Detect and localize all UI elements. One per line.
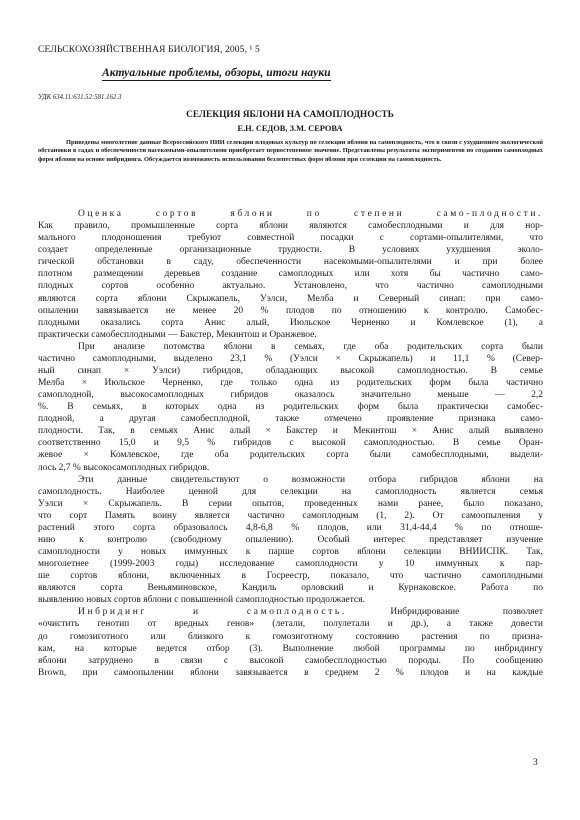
body-line-text: выявлению новых сортов яблони с повышенной самоплодностью продолжается. (38, 595, 365, 606)
body-line (38, 378, 543, 389)
body-line-text: самоплодной, высокосамоплодных гибридов оказалось значительно меньше — 2,2 (38, 390, 543, 401)
section-heading (102, 66, 331, 81)
body-line-text: плодными оказались сорта Анис алый, Июльское Черненко и Комлевское (1), а (38, 317, 543, 328)
body-line-text: Brown, при самоопылении яблони завязывается в среднем 2 % плодов и на каждые (38, 667, 543, 678)
body-line-text: яблони затруднено в связи с высокой самобесплодностью породы. По сообщению (38, 655, 543, 666)
body-line-text: создает определенные организационные трудности. В условиях ухудшения эколо- (38, 245, 543, 256)
body-line-text: являются сорта яблони Скрыжапель, Уэлси, Мелба и Северный синап: при само- (38, 293, 543, 304)
page-number: 3 (533, 757, 538, 768)
body-line-text: до гомозиготного или близкого к гомозиготному состоянию растения по признa- (38, 631, 543, 642)
body-line-text: что сорт Память воину является частично самоплодным (1, 2). От самоопыления у (38, 510, 543, 521)
body-line-text: опылении завязывается не менее 20 % плодов по отношению к контролю. Самобес- (38, 305, 543, 316)
body-line-text: Уэлси × Скрыжапель. В серии опытов, проведенных нами ранее, было показано, (38, 498, 543, 509)
body-line (38, 668, 543, 679)
body-line-text: Эти данные свидетельствуют о возможности отбора гибридов яблони на (78, 474, 543, 485)
body-line-text: нию к контролю (свободному опылению). Особый интерес представляет изучение (38, 534, 543, 545)
body-line-text: гической обстановки в саду, обеспеченности насекомыми-опылителями и при более (38, 257, 543, 268)
body-line (38, 559, 543, 570)
body-line (78, 475, 543, 486)
body-line-text: ный синап × Уэлси) гибридов, обладающих высокой самоплодностью. В семье (38, 365, 543, 376)
spaced-subheading: Оценка сортов яблони по степени само-плодности. (78, 209, 543, 219)
section-heading-text: Актуальные проблемы, обзоры, итоги науки (102, 66, 331, 79)
body-line (38, 511, 543, 522)
body-line (38, 632, 543, 643)
body-line (38, 390, 543, 401)
article-authors: Е.Н. СЕДОВ, З.М. СЕРОВА (237, 124, 343, 133)
body-line-text: многолетнее (1999-2003 годы) исследование самоплодности у 10 иммунных к пар- (38, 559, 543, 569)
body-line (38, 619, 543, 630)
body-line (38, 595, 543, 606)
body-line-text: плодной, а другая самобесплодной, также отмечено проявление признака само- (38, 414, 543, 425)
body-line (38, 402, 543, 413)
body-line (38, 656, 543, 667)
body-line (38, 245, 543, 256)
body-line-text: соответственно 15,0 и 9,5 % гибридов с высокой самоплодностью. В семье Оран- (38, 438, 543, 449)
body-line-text: лось 2,7 % высокосамоплодных гибридов. (38, 462, 210, 473)
body-line (38, 233, 543, 244)
body-line-text: плотном размещении деревьев создание самоплодных или хотя бы частично само- (38, 269, 543, 280)
body-line (38, 294, 543, 305)
body-line-text: являются сорта Веньяминовское, Кандиль орловский и Курнаковское. Работа по (38, 583, 543, 594)
body-line-text: Инбридирование позволяет (346, 607, 543, 618)
body-line (38, 366, 543, 377)
body-line (38, 306, 543, 317)
body-line-text: %. В семьях, в которых одна из родительских форм была практически самобес- (38, 402, 543, 413)
body-line (38, 281, 543, 292)
body-line-text: практически самобесплодными — Бакстер, Мекинтош и Оранжевое. (38, 329, 317, 340)
body-line (38, 547, 543, 558)
body-line (38, 487, 543, 498)
body-line (78, 209, 543, 220)
journal-header: СЕЛЬСКОХОЗЯЙСТВЕННАЯ БИОЛОГИЯ, 2005, ¹ 5 (38, 44, 260, 55)
body-line-text: частично самоплодными, выделено 23,1 % (Уэлси × Скрыжапель) и 11,1 % (Север- (38, 353, 543, 364)
body-line (38, 571, 543, 582)
body-line (38, 523, 543, 534)
article-abstract: Приведены многолетние данные Всероссийского НИИ селекции плодовых культур по селекции яблони на самоплодность, что в связи с ухудшением экологической обстановки в садах и обеспеченности насекомыми-опылителями приобретает первостепенное значение. Представлены результаты экспериментов по созданию самоплодных форм яблони на основе инбридинга. Обсуждается возможность использования безлепестных форм яблони при селекции на самоплодность. (38, 139, 543, 163)
body-line (38, 450, 543, 461)
body-line (38, 221, 543, 232)
body-line (38, 438, 543, 449)
body-line (78, 342, 543, 353)
body-line-text: кам, на которые ведется отбор (3). Выполнение любой программы по инбридингу (38, 643, 543, 654)
body-line (38, 354, 543, 365)
body-line-text: ше сортов яблони, включенных в Госреестр, показало, что частично самоплодными (38, 571, 543, 582)
body-line-text: растений этого сорта образовалось 4,8-6,8 % плодов, или 31,4-44,4 % по отноше- (38, 522, 543, 533)
body-line-text: Как правило, промышленные сорта яблони являются самобесплодными и для нор- (38, 221, 543, 232)
body-line (38, 414, 543, 425)
body-line-text: самоплодность. Наиболее ценной для селекции на самоплодность является семья (38, 486, 543, 497)
body-line (38, 426, 543, 437)
body-line-text: жевое × Комлевское, где оба родительских сорта были самобесплодными, выдели- (38, 450, 543, 461)
body-line (38, 583, 543, 594)
body-line-text: плодности. Так, в семьях Анис алый × Бакстер и Мекинтош × Анис алый выявлено (38, 426, 543, 437)
body-line (38, 499, 543, 510)
body-line (38, 463, 543, 474)
body-line-text: При анализе потомства яблони в семьях, где оба родительских сорта были (78, 341, 543, 352)
body-line (38, 330, 543, 341)
body-line (38, 269, 543, 280)
body-line-text: мального плодоношения требуют совместной посадки с сортами-опылителями, что (38, 233, 543, 244)
body-line-text: «очистить генотип от вредных генов» (летали, полулетали и др.), а также довести (38, 619, 543, 630)
body-line-text: самоплодности у новых иммунных к парше сортов яблони селекции ВНИИСПК. Так, (38, 547, 543, 557)
body-line (38, 535, 543, 546)
udk-code: УДК 634.11:631.52:581.162.3 (38, 94, 122, 101)
body-line-text: плодных сортов особенно актуально. Установлено, что частично самоплодными (38, 281, 543, 292)
body-line (38, 318, 543, 329)
body-line (38, 257, 543, 268)
body-line-text: Мелба × Июльское Черненко, где только одна из родительских форм была частично (38, 378, 543, 388)
article-title: СЕЛЕКЦИЯ ЯБЛОНИ НА САМОПЛОДНОСТЬ (186, 110, 394, 120)
body-line (78, 607, 543, 618)
body-line (38, 644, 543, 655)
spaced-subheading: Инбридинг и самоплодность. (78, 607, 347, 618)
